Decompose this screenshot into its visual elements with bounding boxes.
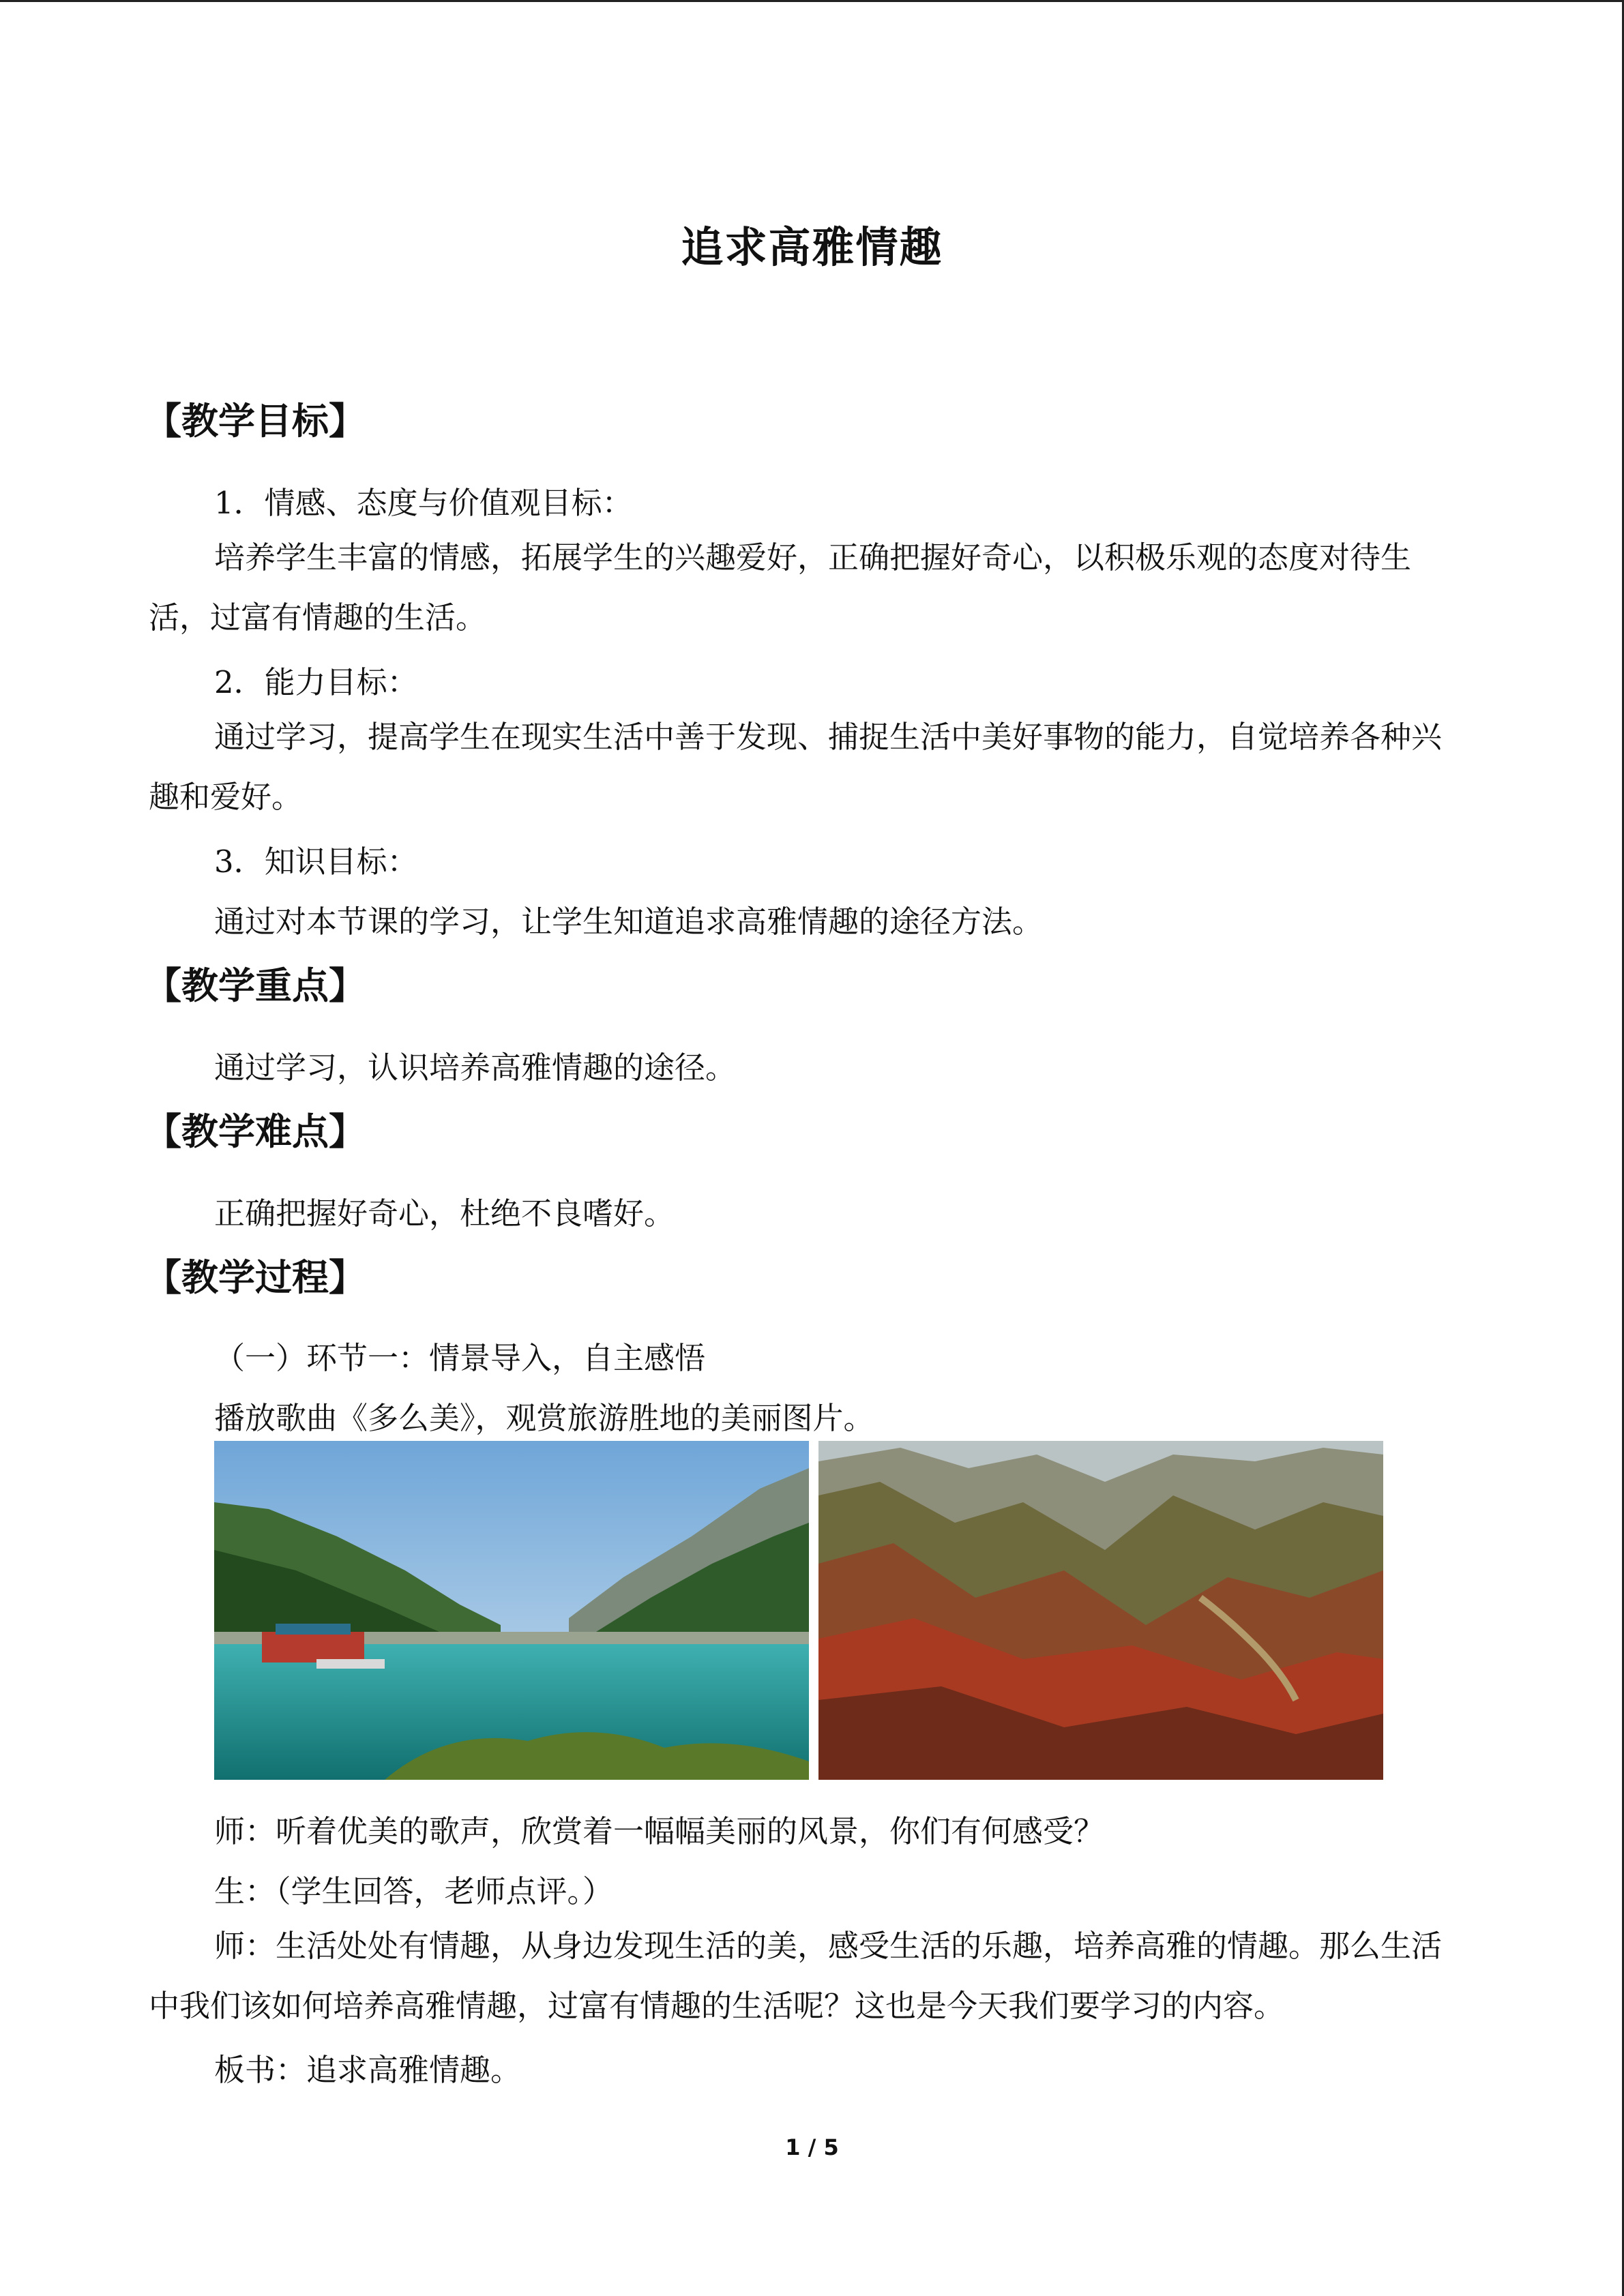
difficulty-body: 正确把握好奇心，杜绝不良嗜好。: [214, 1195, 675, 1232]
student-line-1: 生：（学生回答，老师点评。）: [214, 1873, 614, 1909]
objective-3-body: 通过对本节课的学习，让学生知道追求高雅情趣的途径方法。: [214, 904, 1044, 940]
lake-landscape-photo: [214, 1441, 809, 1780]
heading-objectives: 【教学目标】: [145, 400, 366, 443]
process-step-1-desc: 播放歌曲《多么美》，观赏旅游胜地的美丽图片。: [214, 1400, 874, 1436]
objective-2-title: 2．能力目标：: [214, 664, 418, 700]
teacher-line-1: 师：听着优美的歌声，欣赏着一幅幅美丽的风景，你们有何感受？: [214, 1813, 1105, 1849]
heading-difficulty: 【教学难点】: [145, 1110, 366, 1153]
process-step-1: （一）环节一：情景导入，自主感悟: [214, 1340, 706, 1376]
objective-2-body: 通过学习，提高学生在现实生活中善于发现、捕捉生活中美好事物的能力，自觉培养各种兴趣和爱好。: [149, 719, 1443, 815]
objective-1-title: 1．情感、态度与价值观目标：: [214, 485, 633, 521]
objective-1-body: 培养学生丰富的情感，拓展学生的兴趣爱好，正确把握好奇心，以积极乐观的态度对待生活，过富有情趣的生活。: [149, 539, 1412, 636]
board-note: 板书：追求高雅情趣。: [214, 2052, 522, 2088]
page-title: 追求高雅情趣: [681, 222, 943, 272]
teacher-line-2: 师：生活处处有情趣，从身边发现生活的美，感受生活的乐趣，培养高雅的情趣。那么生活中我们该如何培养高雅情趣，过富有情趣的生活呢？这也是今天我们要学习的内容。: [149, 1928, 1443, 2024]
objective-3-title: 3．知识目标：: [214, 844, 418, 880]
autumn-mountains-photo: [818, 1441, 1383, 1780]
page-number: 1 / 5: [785, 2134, 839, 2160]
heading-key-point: 【教学重点】: [145, 964, 366, 1007]
heading-process: 【教学过程】: [145, 1256, 366, 1299]
key-point-body: 通过学习，认识培养高雅情趣的途径。: [214, 1049, 737, 1086]
